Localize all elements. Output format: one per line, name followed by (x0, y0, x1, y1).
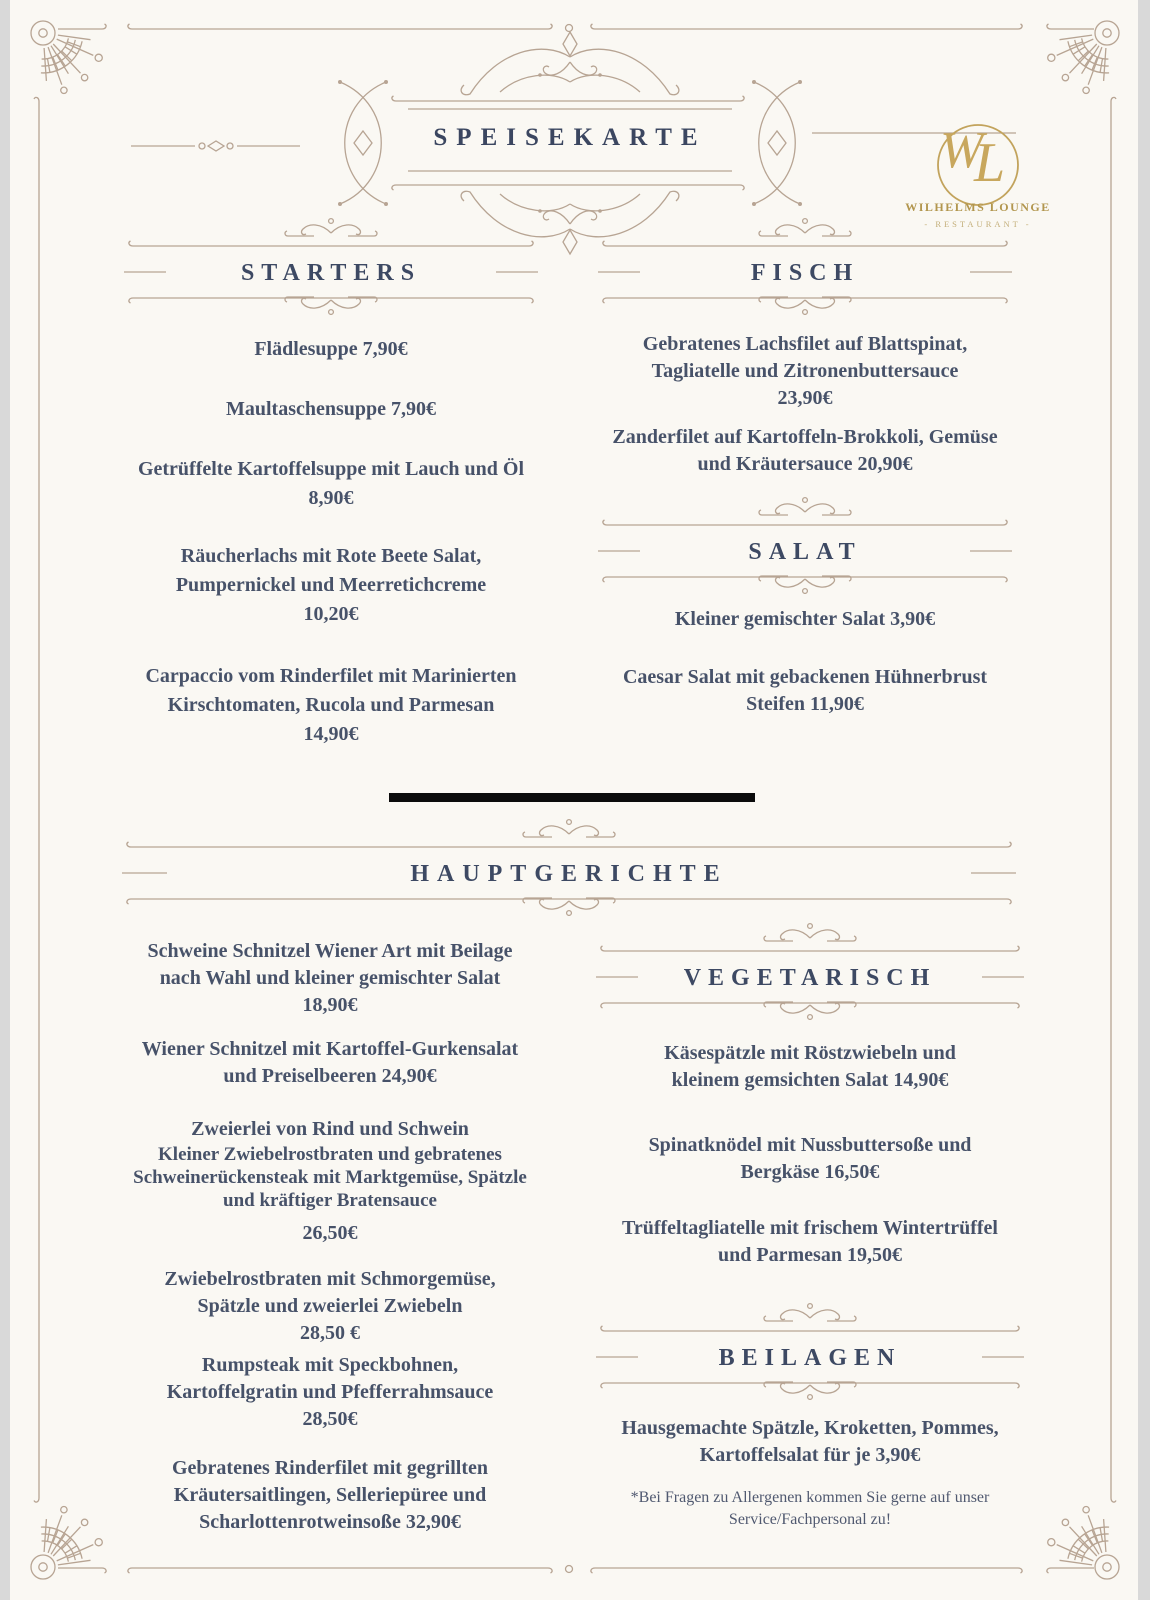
menu-item-line: nach Wahl und kleiner gemischter Salat (159, 967, 501, 989)
menu-item-line: Wiener Schnitzel mit Kartoffel-Gurkensalat (141, 1038, 519, 1060)
menu-item (116, 1116, 544, 1247)
section-divider (389, 793, 755, 802)
section-header-beilagen (596, 1300, 1024, 1400)
menu-item (596, 1215, 1024, 1269)
menu-item-line: 23,90€ (777, 387, 833, 409)
section-hauptgerichte-header (122, 816, 1016, 916)
section-title: FISCH (750, 260, 860, 286)
menu-item (124, 662, 538, 749)
menu-item-subline: und kräftiger Bratensauce (223, 1190, 437, 1211)
menu-item-line: Kartoffelsalat für je 3,90€ (699, 1444, 921, 1466)
menu-item-line: Gebratenes Rinderfilet mit gegrillten (171, 1457, 489, 1479)
menu-item (598, 331, 1012, 412)
menu-item-line: Bergkäse 16,50€ (740, 1161, 880, 1183)
menu-item (116, 1352, 544, 1433)
section-header-fisch (598, 215, 1012, 315)
menu-item-price: 26,50€ (302, 1222, 358, 1244)
menu-item-line: und Parmesan 19,50€ (718, 1244, 902, 1266)
menu-item (124, 542, 538, 629)
menu-item-subline: Schweinerückensteak mit Marktgemüse, Spätzle (133, 1167, 527, 1188)
section-header-starters (124, 215, 538, 315)
menu-item-line: 28,50 € (300, 1322, 360, 1344)
menu-item-line: Getrüffelte Kartoffelsuppe mit Lauch und Öl (137, 458, 525, 480)
section-fisch-salat (598, 215, 1012, 718)
menu-item-line: Zanderfilet auf Kartoffeln-Brokkoli, Gemüse (612, 426, 998, 448)
menu-item (598, 606, 1012, 633)
menu-item-line: Caesar Salat mit gebackenen Hühnerbrust (622, 666, 988, 688)
menu-item-line: 10,20€ (303, 603, 359, 625)
menu-item-line: Kartoffelgratin und Pfefferrahmsauce (166, 1381, 494, 1403)
menu-item (124, 335, 538, 364)
menu-item (116, 1036, 544, 1090)
menu-item-line: Zweierlei von Rind und Schwein (191, 1118, 469, 1140)
section-header-hauptgerichte (122, 816, 1016, 916)
menu-item-line: Spinatknödel mit Nussbuttersoße und (648, 1134, 972, 1156)
monogram-w: W (940, 122, 984, 179)
section-vegetarisch-beilagen (596, 920, 1024, 1531)
menu-item-line: Käsespätzle mit Röstzwiebeln und (664, 1042, 956, 1064)
menu-item-line: Kleiner gemischter Salat 3,90€ (674, 608, 936, 630)
menu-item-line: 18,90€ (302, 994, 358, 1016)
section-title: STARTERS (240, 260, 422, 286)
section-title: VEGETARISCH (683, 965, 937, 991)
monogram-l: L (974, 132, 1006, 194)
menu-item-line: Kräutersaitlingen, Selleriepüree und (173, 1484, 487, 1506)
section-hauptgerichte-items (116, 938, 544, 1536)
menu-item-line: 14,90€ (303, 723, 359, 745)
menu-item (598, 424, 1012, 478)
menu-item-line: Gebratenes Lachsfilet auf Blattspinat, (642, 333, 968, 355)
menu-item (596, 1040, 1024, 1094)
menu-item-line: Räucherlachs mit Rote Beete Salat, (180, 545, 482, 567)
section-starters (124, 215, 538, 749)
menu-item-line: und Kräutersauce 20,90€ (697, 453, 913, 475)
menu-item-line: Flädlesuppe 7,90€ (254, 338, 408, 360)
menu-item-line: Tagliatelle und Zitronenbuttersauce (651, 360, 959, 382)
menu-item (596, 1132, 1024, 1186)
logo-name: WILHELMS LOUNGE (905, 200, 1051, 214)
menu-item-line: Spätzle und zweierlei Zwiebeln (197, 1295, 463, 1317)
menu-item-line: Pumpernickel und Meerretichcreme (175, 574, 487, 596)
menu-item-subline: Kleiner Zwiebelrostbraten und gebratenes (158, 1144, 502, 1165)
page-title: SPEISEKARTE (433, 124, 707, 151)
logo-tagline: - RESTAURANT - (924, 219, 1032, 229)
menu-item-line: Maultaschensuppe 7,90€ (225, 398, 437, 420)
menu-item-line: Zwiebelrostbraten mit Schmorgemüse, (164, 1268, 496, 1290)
section-header-salat (598, 494, 1012, 594)
footnote-line: *Bei Fragen zu Allergenen kommen Sie gerne auf unser (630, 1489, 990, 1506)
menu-item-line: Schweine Schnitzel Wiener Art mit Beilage (147, 940, 513, 962)
section-title: HAUPTGERICHTE (410, 861, 728, 887)
menu-item-line: Steifen 11,90€ (746, 693, 864, 715)
menu-item (598, 664, 1012, 718)
menu-item-line: Carpaccio vom Rinderfilet mit Marinierten (145, 665, 517, 687)
menu-item-line: kleinem gemsichten Salat 14,90€ (671, 1069, 949, 1091)
menu-item (116, 1266, 544, 1347)
menu-item (124, 455, 538, 513)
footnote-line: Service/Fachpersonal zu! (728, 1511, 892, 1528)
menu-item-line: Trüffeltagliatelle mit frischem Wintertrüffel (622, 1217, 998, 1239)
menu-item (124, 395, 538, 424)
menu-item-line: Kirschtomaten, Rucola und Parmesan (167, 694, 495, 716)
menu-item-line: Rumpsteak mit Speckbohnen, (201, 1354, 459, 1376)
section-title: SALAT (748, 539, 862, 565)
menu-item (596, 1415, 1024, 1469)
menu-item-line: und Preiselbeeren 24,90€ (223, 1065, 437, 1087)
menu-item-line: 8,90€ (308, 487, 354, 509)
menu-item-line: 28,50€ (302, 1408, 358, 1430)
menu-item-line: Scharlottenrotweinsoße 32,90€ (199, 1511, 461, 1533)
menu-item (116, 938, 544, 1019)
allergen-footnote (596, 1487, 1024, 1531)
section-header-vegetarisch (596, 920, 1024, 1020)
menu-item (116, 1455, 544, 1536)
menu-item-line: Hausgemachte Spätzle, Kroketten, Pommes, (621, 1417, 999, 1439)
section-title: BEILAGEN (718, 1345, 902, 1371)
